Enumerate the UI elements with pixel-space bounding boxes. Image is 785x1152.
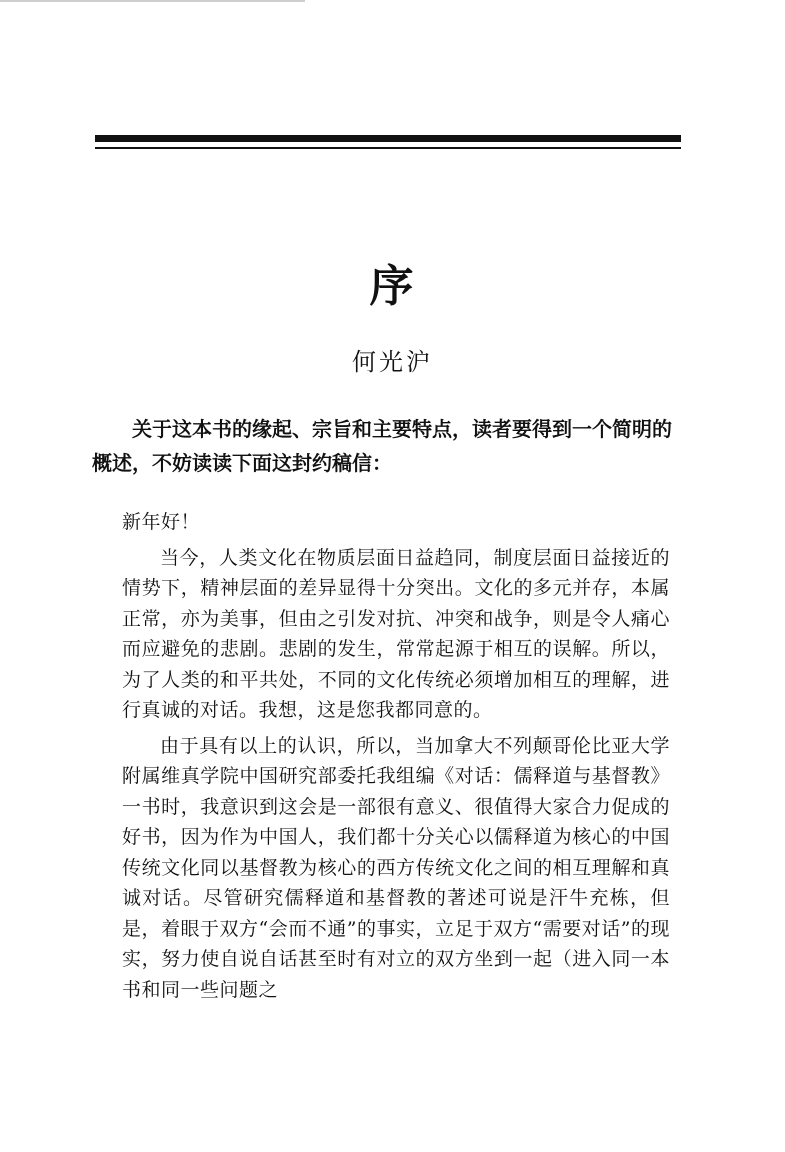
page-top-edge bbox=[0, 0, 305, 2]
intro-paragraph: 关于这本书的缘起、宗旨和主要特点，读者要得到一个简明的概述，不妨读读下面这封约稿信： bbox=[92, 417, 672, 475]
intro-paragraph-block bbox=[92, 412, 682, 480]
author-name: 何光沪 bbox=[352, 348, 433, 376]
letter-paragraph-2: 由于具有以上的认识，所以，当加拿大不列颠哥伦比亚大学附属维真学院中国研究部委托我组编《对话：儒释道与基督教》一书时，我意识到这会是一部很有意义、很值得大家合力促成的好书，因为作为中国人，我们都十分关心以儒释道为核心的中国传统文化同以基督教为核心的西方传统文化之间的相互理解和真诚对话。尽管研究儒释道和基督教的著述可说是汗牛充栋，但是，着眼于双方“会而不通”的事实，立足于双方“需要对话”的现实，努力使自说自话甚至时有对立的双方坐到一起（进入同一本书和同一些问题之 bbox=[122, 734, 670, 1001]
letter-body bbox=[122, 507, 670, 1010]
page-title: 序 bbox=[369, 261, 416, 312]
letter-greeting: 新年好！ bbox=[122, 511, 201, 533]
letter-paragraph-1: 当今，人类文化在物质层面日益趋同，制度层面日益接近的情势下，精神层面的差异显得十分突出。文化的多元并存，本属正常，亦为美事，但由之引发对抗、冲突和战争，则是令人痛心而应避免的悲剧。悲剧的发生，常常起源于相互的误解。所以，为了人类的和平共处，不同的文化传统必须增加相互的理解，进行真诚的对话。我想，这是您我都同意的。 bbox=[122, 546, 670, 721]
header-rule-thick bbox=[95, 135, 681, 142]
header-rule-thin bbox=[95, 147, 681, 149]
